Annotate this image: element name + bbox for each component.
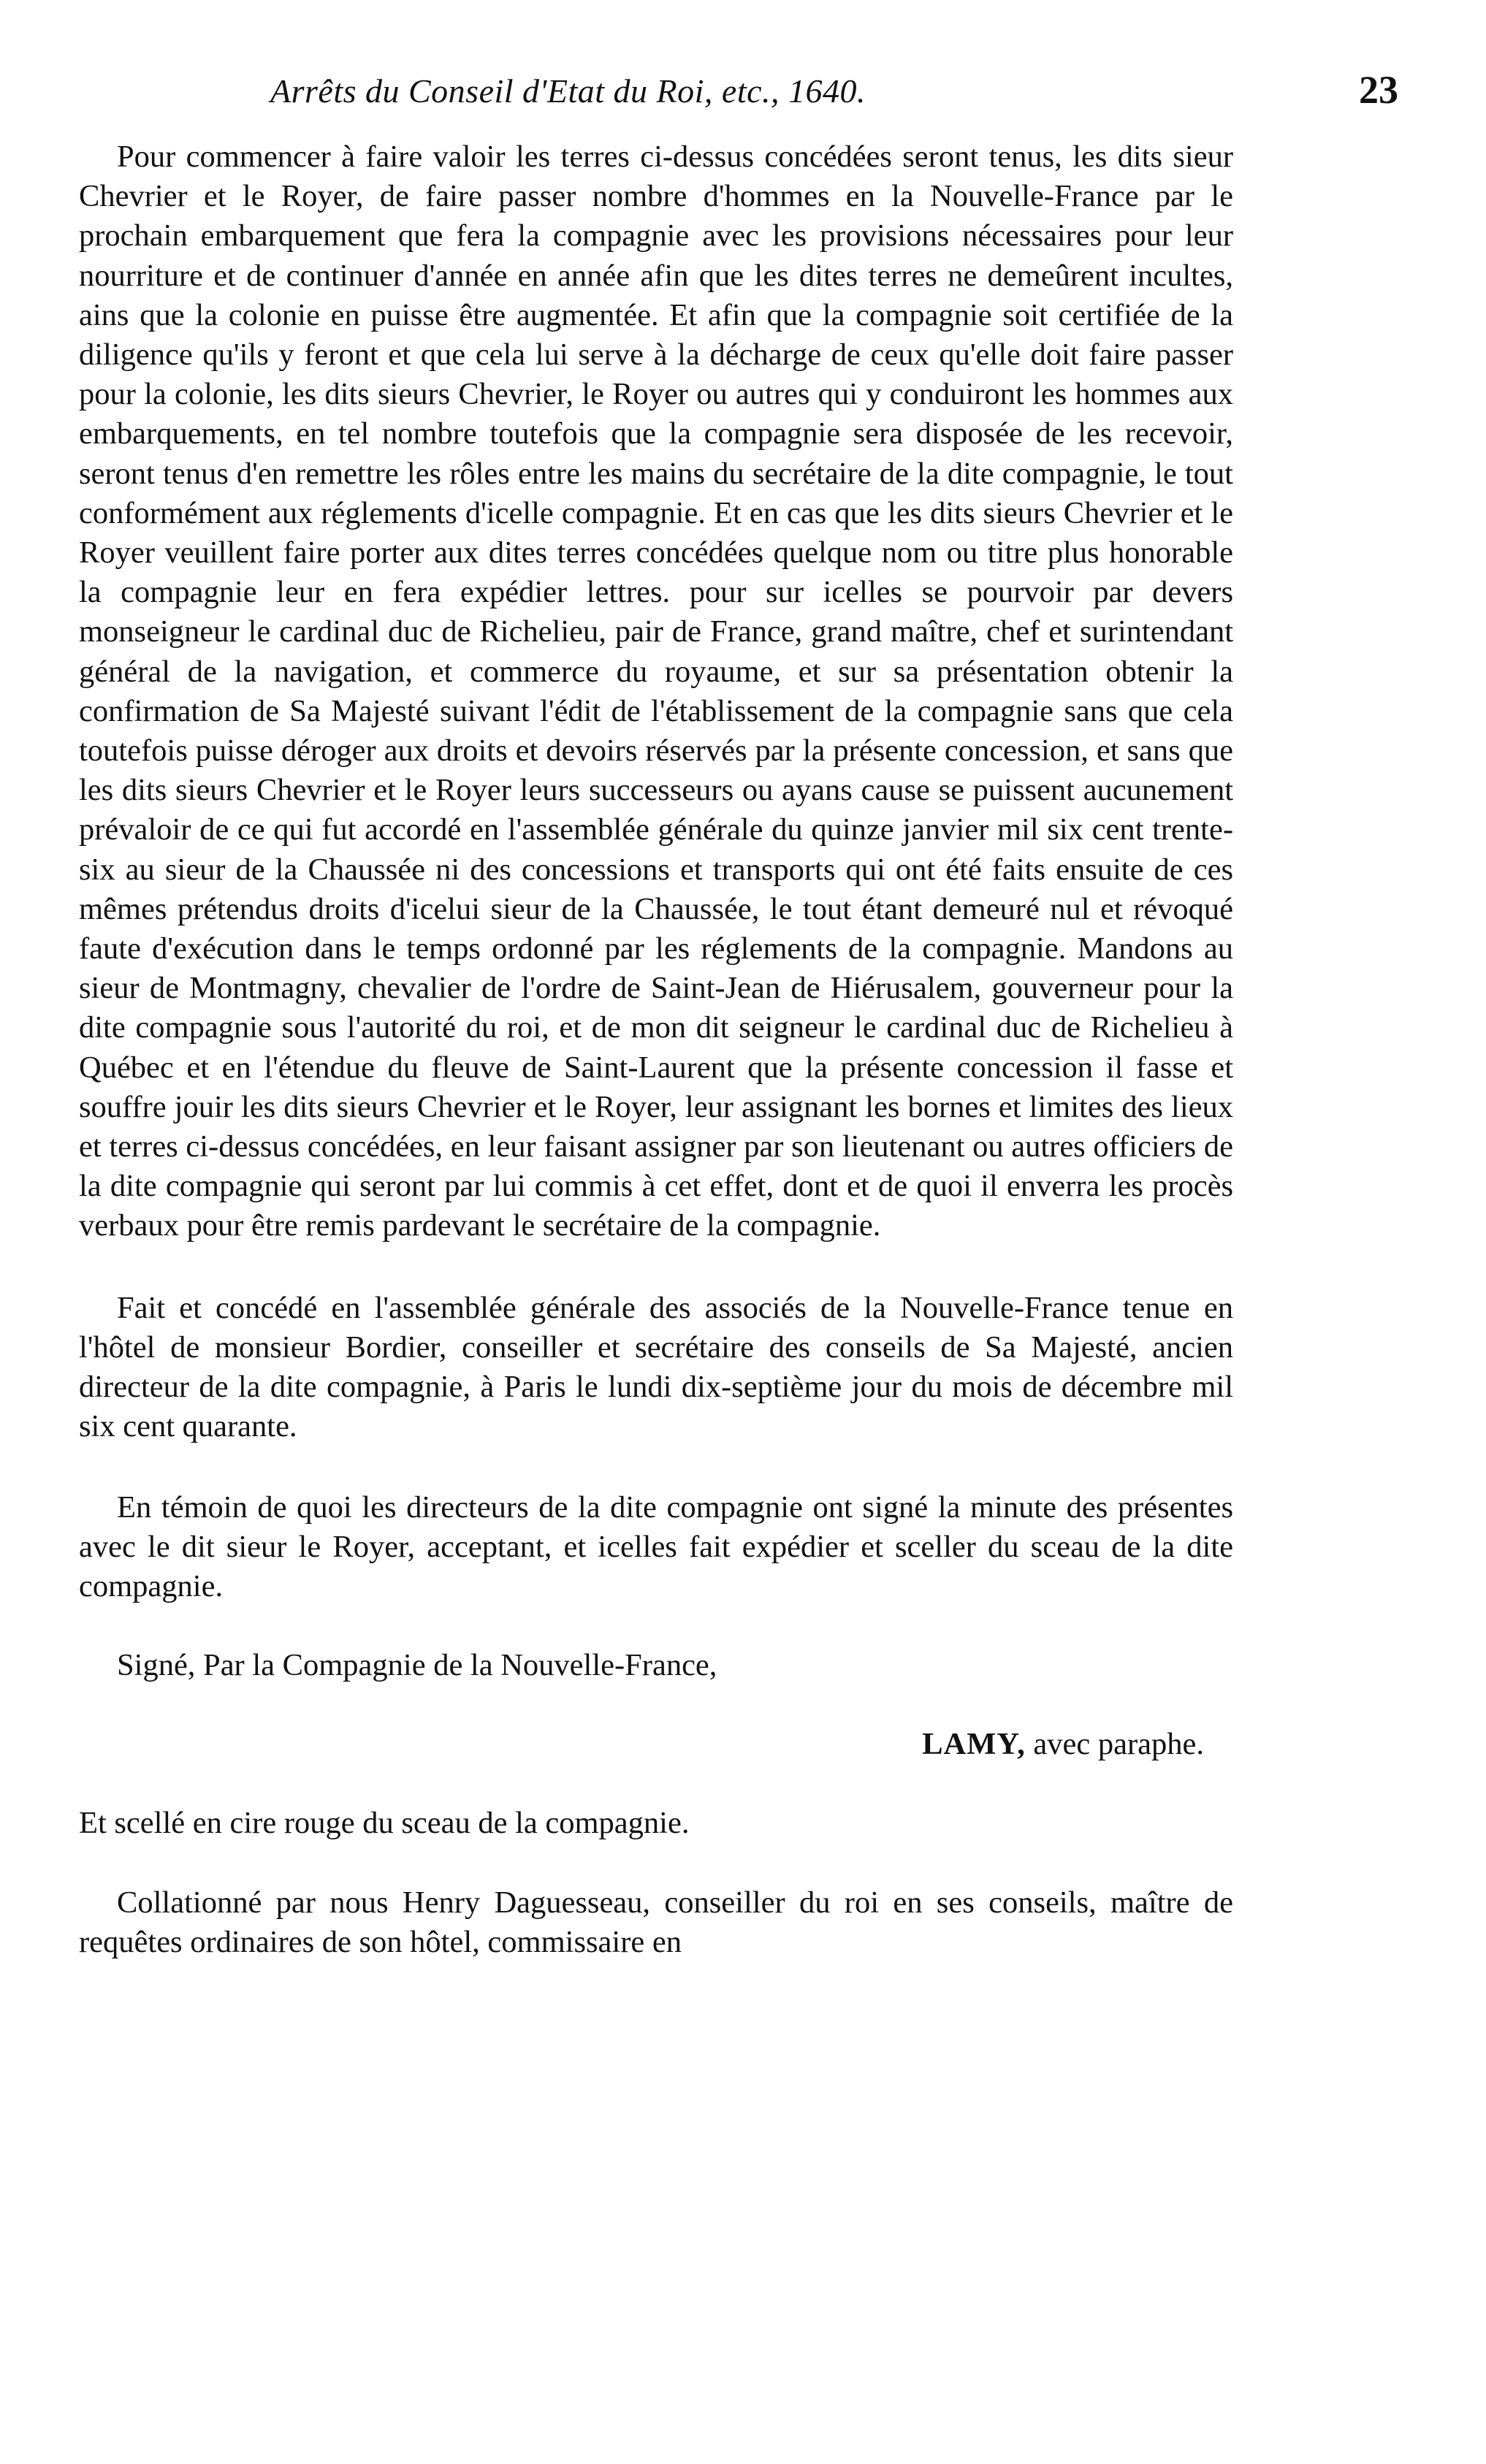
body-text: [79, 137, 1233, 1962]
signature-name: LAMY,: [922, 1727, 1026, 1762]
paragraph-witness: En témoin de quoi les directeurs de la dite compagnie ont signé la minute des présentes avec le dit sieur le Royer, acceptant, et icelles fait expédier et sceller du sceau de la dite compagnie.: [79, 1490, 1233, 1603]
page-number: 23: [1359, 68, 1398, 112]
paragraph-collation: Collationné par nous Henry Daguesseau, conseiller du roi en ses conseils, maître de requêtes ordinaires de son hôtel, commissaire en: [79, 1885, 1233, 1959]
paragraph-concession-terms: Pour commencer à faire valoir les terres ci-dessus concédées seront tenus, les dits sieur Chevrier et le Royer, de faire passer nombre d'hommes en la Nouvelle-France par le prochain embarquement que fera la compagnie avec les provisions nécessaires pour leur nourriture et de continuer d'année en année afin que les dites terres ne demeûrent incultes, ains que la colonie en puisse être augmentée. Et afin que la compagnie soit certifiée de la diligence qu'ils y feront et que cela lui serve à la décharge de ceux qu'elle doit faire passer pour la colonie, les dits sieurs Chevrier, le Royer ou autres qui y conduiront les hommes aux embarquements, en tel nombre toutefois que la compagnie sera disposée de les recevoir, seront tenus d'en remettre les rôles entre les mains du secrétaire de la dite compagnie, le tout conformément aux réglements d'icelle compagnie. Et en cas que les dits sieurs Chevrier et le Royer veuillent faire porter aux dites terres concédées quelque nom ou titre plus honorable la compagnie leur en fera expédier lettres. pour sur icelles se pourvoir par devers monseigneur le cardinal duc de Richelieu, pair de France, grand maître, chef et surintendant général de la navigation, et commerce du royaume, et sur sa présentation obtenir la confirmation de Sa Majesté suivant l'édit de l'établissement de la compagnie sans que cela toutefois puisse déroger aux droits et devoirs réservés par la présente concession, et sans que les dits sieurs Chevrier et le Royer leurs successeurs ou ayans cause se puissent aucunement prévaloir de ce qui fut accordé en l'assemblée générale du quinze janvier mil six cent trente-six au sieur de la Chaussée ni des concessions et transports qui ont été faits ensuite de ces mêmes prétendus droits d'icelui sieur de la Chaussée, le tout étant demeuré nul et révoqué faute d'exécution dans le temps ordonné par les réglements de la compagnie. Mandons au sieur de Montmagny, chevalier de l'ordre de Saint-Jean de Hiérusalem, gouverneur pour la dite compagnie sous l'autorité du roi, et de mon dit seigneur le cardinal duc de Richelieu à Québec et en l'étendue du fleuve de Saint-Laurent que la présente concession il fasse et souffre jouir les dits sieurs Chevrier et le Royer, leur assignant les bornes et limites des lieux et terres ci-dessus concédées, en leur faisant assigner par son lieutenant ou autres officiers de la dite compagnie qui seront par lui commis à cet effet, dont et de quoi il enverra les procès verbaux pour être remis pardevant le secrétaire de la compagnie.: [79, 140, 1233, 1243]
paragraph-assembly: Fait et concédé en l'assemblée générale des associés de la Nouvelle-France tenue en l'hôtel de monsieur Bordier, conseiller et secrétaire des conseils de Sa Majesté, ancien directeur de la dite compagnie, à Paris le lundi dix-septième jour du mois de décembre mil six cent quarante.: [79, 1290, 1233, 1444]
paragraph-sealed: Et scellé en cire rouge du sceau de la compagnie.: [79, 1806, 690, 1841]
page-header: [0, 68, 1486, 123]
signature-line: [79, 1725, 1204, 1764]
running-title: Arrêts du Conseil d'Etat du Roi, etc., 1640.: [270, 72, 866, 110]
signature-paraphe: avec paraphe.: [1025, 1727, 1204, 1762]
paragraph-signed: Signé, Par la Compagnie de la Nouvelle-France,: [117, 1648, 717, 1683]
